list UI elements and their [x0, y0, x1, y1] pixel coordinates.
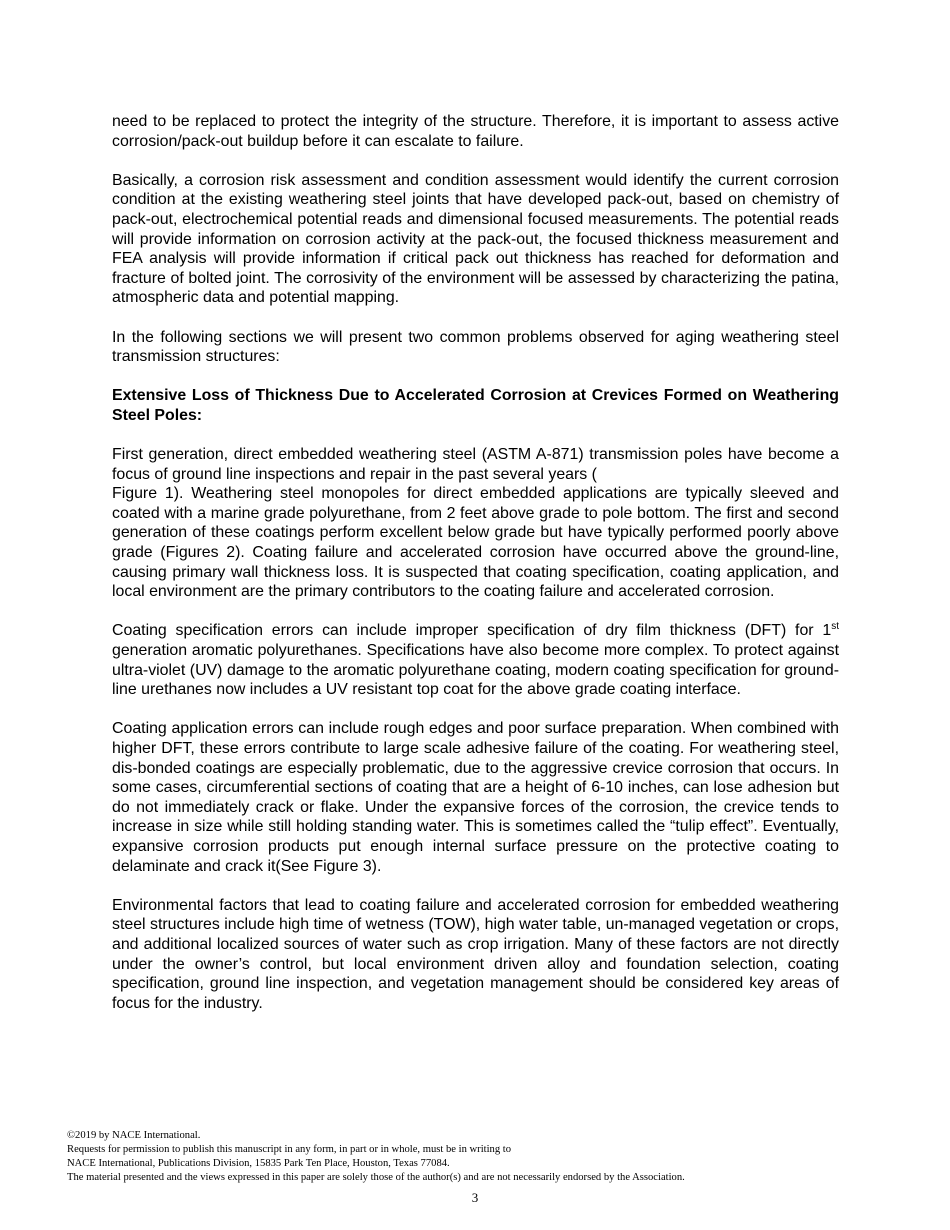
paragraph-first-generation	[112, 445, 839, 602]
footer-copyright-line: ©2019 by NACE International.	[67, 1130, 201, 1141]
paragraph-pack-out-intro: need to be replaced to protect the integrity of the structure. Therefore, it is important to assess active corrosion/pack-out buildup before it can escalate to failure.	[112, 113, 839, 150]
superscript-st: st	[831, 621, 839, 633]
footer-disclaimer-line: The material presented and the views expressed in this paper are solely those of the author(s) and are not necessarily endorsed by the Association.	[67, 1172, 685, 1184]
paragraph-coating-specification	[112, 621, 839, 699]
paragraph-sections-intro: In the following sections we will present two common problems observed for aging weathering steel transmission structures:	[112, 328, 839, 366]
paragraph-first-generation-line1: First generation, direct embedded weathering steel (ASTM A-871) transmission poles have become a focus of ground line inspections and repair in the past several years (	[112, 446, 839, 483]
page-number: 3	[471, 1190, 479, 1205]
paragraph-first-generation-rest: Figure 1). Weathering steel monopoles for direct embedded applications are typically sleeved and coated with a marine grade polyurethane, from 2 feet above grade to pole bottom. The first and second generation of these coatings perform excellent below grade but have typically performed poorly above grade (Figures 2). Coating failure and accelerated corrosion have occurred above the ground-line, causing primary wall thickness loss. It is suspected that coating specification, coating application, and local environment are the primary contributors to the coating failure and accelerated corrosion.	[112, 485, 839, 601]
paragraph-environmental-factors: Environmental factors that lead to coating failure and accelerated corrosion for embedded weathering steel structures include high time of wetness (TOW), high water table, un-managed vegetation or crops, and additional localized sources of water such as crop irrigation. Many of these factors are not directly under the owner’s control, but local environment driven alloy and foundation selection, coating specification, ground line inspection, and vegetation management should be considered key areas of focus for the industry.	[112, 896, 839, 1012]
copyright-footer	[67, 1129, 887, 1185]
body-text	[112, 112, 839, 1033]
section-heading: Extensive Loss of Thickness Due to Accelerated Corrosion at Crevices Formed on Weathering Steel Poles:	[112, 387, 839, 424]
footer-address-line: NACE International, Publications Division, 15835 Park Ten Place, Houston, Texas 77084.	[67, 1158, 450, 1170]
paragraph-risk-assessment: Basically, a corrosion risk assessment and condition assessment would identify the current corrosion condition at the existing weathering steel joints that have developed pack-out, based on chemistry of pack-out, electrochemical potential reads and dimensional focused measurements. The potential reads will provide information on corrosion activity at the pack-out, the focused thickness measurement and FEA analysis will provide information if critical pack out thickness has reached for deformation and fracture of bolted joint. The corrosivity of the environment will be assessed by characterizing the patina, atmospheric data and potential mapping.	[112, 171, 839, 307]
footer-permission-line: Requests for permission to publish this manuscript in any form, in part or in whole, must be in writing to	[67, 1144, 512, 1156]
coating-specification-text-a: Coating specification errors can include improper specification of dry film thickness (DFT) for 1	[112, 622, 832, 640]
paragraph-coating-application: Coating application errors can include rough edges and poor surface preparation. When combined with higher DFT, these errors contribute to large scale adhesive failure of the coating. For weathering steel, dis-bonded coatings are especially problematic, due to the aggressive crevice corrosion that occurs. In some cases, circumferential sections of coating that are a height of 6-10 inches, can lose adhesion but do not immediately crack or flake. Under the expansive forces of the corrosion, the crevice tends to increase in size while still holding standing water. This is sometimes called the “tulip effect”. Eventually, expansive corrosion products put enough internal surface pressure on the protective coating to delaminate and crack it(See Figure 3).	[112, 720, 839, 875]
coating-specification-text-b: generation aromatic polyurethanes. Specifications have also become more complex. To protect against ultra-violet (UV) damage to the aromatic polyurethane coating, modern coating specification for ground-line urethanes now includes a UV resistant top coat for the above grade coating interface.	[112, 642, 839, 699]
